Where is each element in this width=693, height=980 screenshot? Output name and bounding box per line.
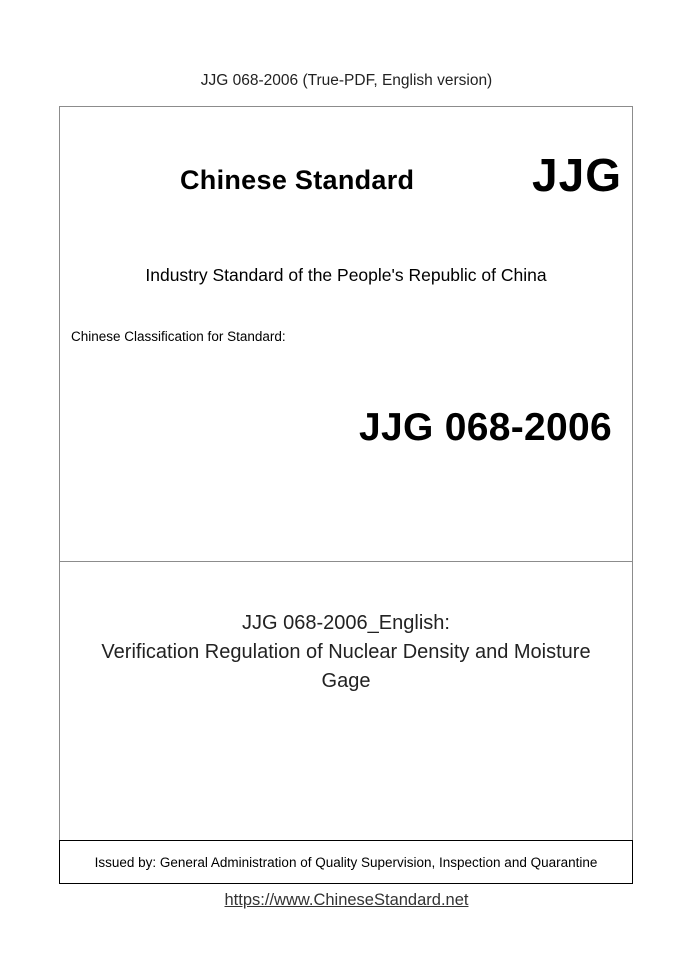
title-line: Gage xyxy=(321,670,371,692)
industry-standard-line: Industry Standard of the People's Republic of China xyxy=(145,265,547,285)
document-title xyxy=(60,609,632,696)
classification-label: Chinese Classification for Standard: xyxy=(71,329,286,344)
page-header: JJG 068-2006 (True-PDF, English version) xyxy=(200,72,493,89)
cover-heading: Chinese Standard xyxy=(180,165,415,195)
title-line: Verification Regulation of Nuclear Density and Moisture xyxy=(101,641,591,663)
title-line: JJG 068-2006_English: xyxy=(242,612,450,634)
standard-number: JJG 068-2006 xyxy=(359,406,612,449)
standard-code-mark: JJG xyxy=(532,149,622,201)
cover-top-section xyxy=(60,107,632,562)
issuer-line: Issued by: General Administration of Quality Supervision, Inspection and Quarantine xyxy=(60,840,632,883)
cover-page xyxy=(59,106,633,884)
website-link[interactable]: https://www.ChineseStandard.net xyxy=(224,891,469,909)
